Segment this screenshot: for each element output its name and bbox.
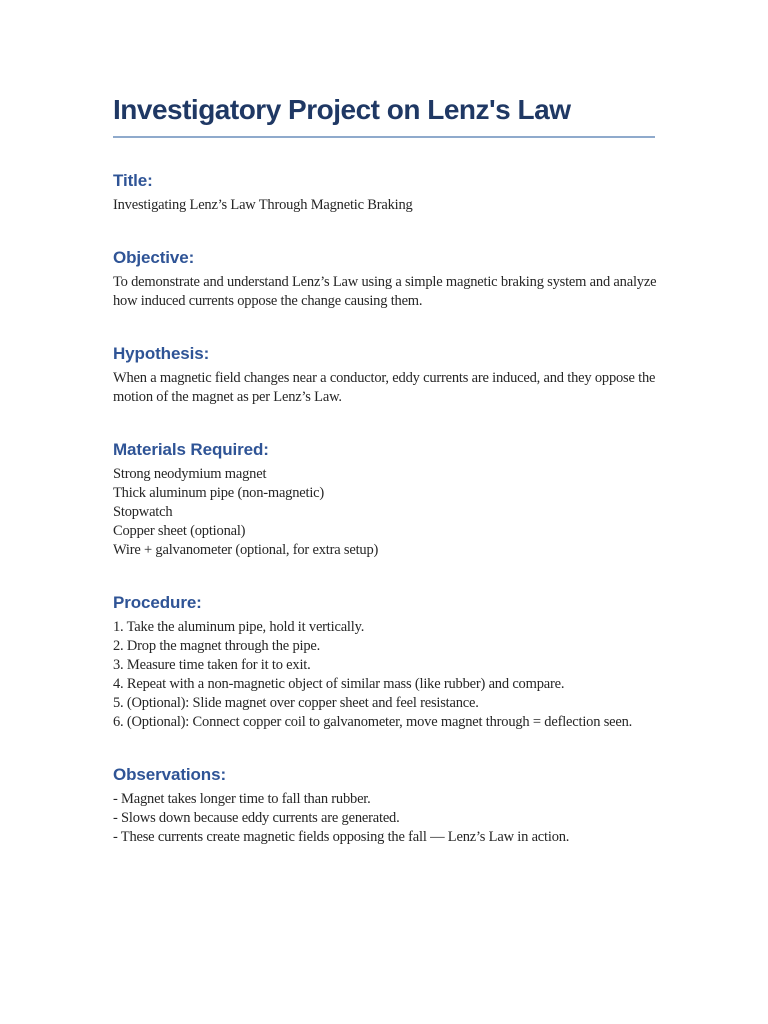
section-objective-paragraph: To demonstrate and understand Lenz’s Law using a simple magnetic braking system and analyze how induced currents oppose the change causing them. [113, 274, 657, 309]
section-materials [113, 439, 665, 560]
materials-item: Wire + galvanometer (optional, for extra setup) [113, 542, 379, 558]
document-title: Investigatory Project on Lenz's Law [113, 94, 571, 125]
section-observations-heading: Observations: [113, 765, 227, 784]
section-title-paragraph: Investigating Lenz’s Law Through Magnetic Braking [113, 197, 413, 213]
section-objective-heading: Objective: [113, 248, 195, 267]
materials-item: Strong neodymium magnet [113, 466, 267, 482]
materials-item: Thick aluminum pipe (non-magnetic) [113, 485, 325, 501]
procedure-step: 2. Drop the magnet through the pipe. [113, 638, 321, 654]
section-hypothesis [113, 343, 665, 407]
procedure-step: 4. Repeat with a non-magnetic object of similar mass (like rubber) and compare. [113, 676, 565, 692]
section-title [113, 170, 665, 215]
procedure-step: 1. Take the aluminum pipe, hold it vertically. [113, 619, 365, 635]
observation-item: - Magnet takes longer time to fall than rubber. [113, 791, 371, 807]
observation-item: - These currents create magnetic fields opposing the fall — Lenz’s Law in action. [113, 829, 570, 845]
observation-item: - Slows down because eddy currents are generated. [113, 810, 400, 826]
procedure-step: 6. (Optional): Connect copper coil to galvanometer, move magnet through = deflection seen. [113, 714, 633, 730]
procedure-step: 3. Measure time taken for it to exit. [113, 657, 311, 673]
section-hypothesis-paragraph: When a magnetic field changes near a conductor, eddy currents are induced, and they oppose the motion of the magnet as per Lenz’s Law. [113, 370, 656, 405]
section-materials-heading: Materials Required: [113, 440, 269, 459]
section-observations [113, 764, 665, 847]
materials-item: Copper sheet (optional) [113, 523, 246, 539]
section-objective [113, 247, 665, 311]
procedure-step: 5. (Optional): Slide magnet over copper sheet and feel resistance. [113, 695, 479, 711]
section-procedure [113, 592, 665, 732]
title-underline-rule [113, 136, 655, 138]
section-title-heading: Title: [113, 171, 153, 190]
materials-item: Stopwatch [113, 504, 173, 520]
section-hypothesis-heading: Hypothesis: [113, 344, 210, 363]
document-header [113, 93, 665, 138]
section-procedure-heading: Procedure: [113, 593, 202, 612]
